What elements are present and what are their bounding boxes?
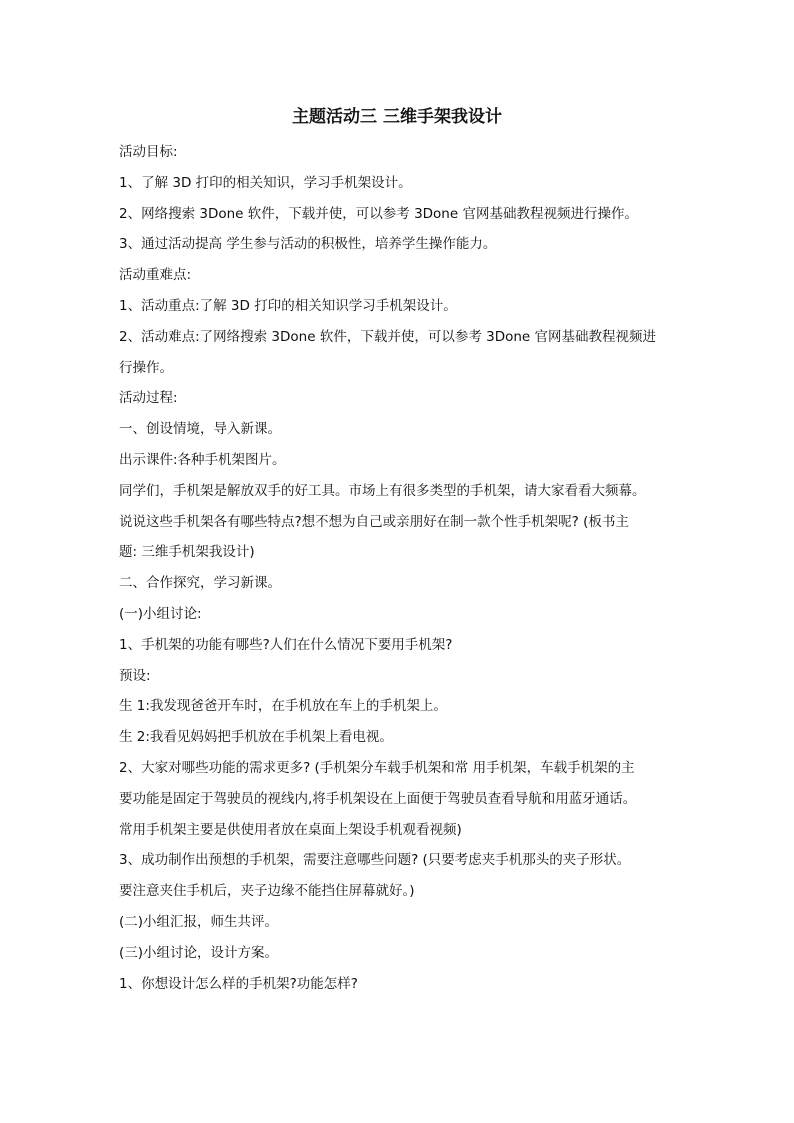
- text-line: 2、大家对哪些功能的需求更多? (手机架分车载手机架和常 用手机架，车载手机架的主: [119, 759, 635, 776]
- document-body: [119, 142, 689, 1004]
- text-line: 题: 三维手机架我设计): [119, 544, 255, 561]
- text-line: 行操作。: [119, 359, 173, 376]
- text-line: 2、活动难点:了网络搜索 3Done 软件，下载并使，可以参考 3Done 官网基础教程视频进: [119, 328, 657, 345]
- text-line: 1、了解 3D 打印的相关知识，学习手机架设计。: [119, 174, 412, 191]
- text-line: 3、成功制作出预想的手机架，需要注意哪些问题? (只要考虑夹手机那头的夹子形状。: [119, 852, 631, 869]
- text-line: (一)小组讨论:: [119, 605, 202, 622]
- text-line: 1、你想设计怎么样的手机架?功能怎样?: [119, 975, 358, 992]
- text-line: 活动目标:: [119, 144, 178, 160]
- document-title: 主题活动三 三维手架我设计: [292, 107, 502, 127]
- text-line: 常用手机架主要是供使用者放在桌面上架设手机观看视频): [119, 821, 462, 838]
- text-line: (二)小组汇报，师生共评。: [119, 913, 279, 930]
- text-line: 生 2:我看见妈妈把手机放在手机架上看电视。: [119, 729, 393, 746]
- text-line: 预设:: [119, 667, 151, 684]
- text-line: 活动过程:: [119, 390, 178, 407]
- text-line: 1、手机架的功能有哪些?人们在什么情况下要用手机架?: [119, 636, 453, 653]
- text-line: 说说这些手机架各有哪些特点?想不想为自己或亲朋好在制一款个性手机架呢? (板书主: [119, 513, 629, 530]
- text-line: 2、网络搜索 3Done 软件，下载并使，可以参考 3Done 官网基础教程视频进行操作。: [119, 205, 638, 222]
- text-line: (三)小组讨论，设计方案。: [119, 944, 279, 961]
- text-line: 1、活动重点:了解 3D 打印的相关知识学习手机架设计。: [119, 297, 457, 314]
- text-line: 活动重难点:: [119, 267, 192, 284]
- text-line: 二、合作探究，学习新课。: [119, 575, 281, 592]
- text-line: 出示课件:各种手机架图片。: [119, 451, 286, 468]
- text-line: 一、创设情境，导入新课。: [119, 421, 281, 438]
- text-line: 同学们，手机架是解放双手的好工具。市场上有很多类型的手机架，请大家看看大频幕。: [119, 482, 646, 499]
- text-line: 要功能是固定于驾驶员的视线内,将手机架设在上面便于驾驶员查看导航和用蓝牙通话。: [119, 790, 637, 807]
- text-line: 要注意夹住手机后，夹子边缘不能挡住屏幕就好。): [119, 883, 415, 900]
- text-line: 生 1:我发现爸爸开车时，在手机放在车上的手机架上。: [119, 698, 447, 715]
- text-line: 3、通过活动提高 学生参与活动的积极性，培养学生操作能力。: [119, 236, 497, 253]
